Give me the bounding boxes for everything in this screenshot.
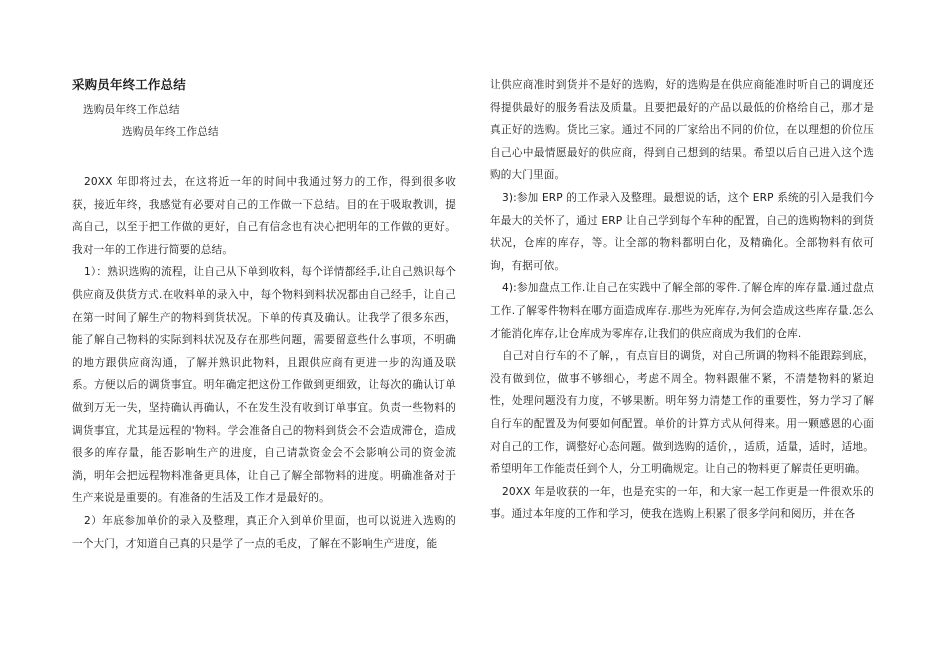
document-subtitle-secondary: 选购员年终工作总结: [122, 126, 219, 138]
paragraph-item-2-continued: 让供应商准时到货并不是好的选购，好的选购是在供应商能准时听自己的调度还得提供最好的服务看法及质量。且要把最好的产品以最低的价格给自己，那才是真正好的选购。货比三家。通过不同的厂家给出不同的价位，在以理想的价位压自己心中最情愿最好的供应商，得到自己想到的结果。希望以后自己进入这个选购的大门里面。: [490, 79, 874, 182]
right-column: [490, 74, 874, 526]
paragraph-item-2-start: 2）年底参加单价的录入及整理，真正介入到单价里面，也可以说进入选购的一个大门，才知道自己真的只是学了一点的毛皮，了解在不影响生产进度，能: [72, 514, 456, 550]
document-title: 采购员年终工作总结: [72, 77, 186, 92]
paragraph-item-4: 4):参加盘点工作.让自己在实践中了解全部的零件.了解仓库的库存量.通过盘点工作.了解零件物料在哪方面造成库存.那些为死库存,为何会造成这些库存量.怎么才能消化库存,让仓库成为零库存,让我们的供应商成为我们的仓库.: [490, 282, 874, 340]
paragraph-intro: 20XX 年即将过去，在这将近一年的时间中我通过努力的工作，得到很多收获，接近年终，我感觉有必要对自己的工作做一下总结。目的在于吸取教训，提高自己，以至于把工作做的更好，自己有信念也有决心把明年的工作做的更好。我对一年的工作进行简要的总结。: [72, 176, 456, 256]
document-subtitle: 选购员年终工作总结: [83, 104, 180, 116]
paragraph-item-3: 3):参加 ERP 的工作录入及整理。最想说的话，这个 ERP 系统的引入是我们今年最大的关怀了，通过 ERP 让自己学到每个车种的配置，自己的选购物料的到货状况，仓库的库存，等。让全部的物料都明白化，及精确化。全部物料有依可询，有据可依。: [490, 191, 874, 272]
left-column: [72, 74, 456, 555]
paragraph-conclusion: 20XX 年是收获的一年，也是充实的一年，和大家一起工作更是一件很欢乐的事。通过本年度的工作和学习，使我在选购上积累了很多学问和阅历，并在各: [490, 485, 874, 521]
paragraph-shortcomings: 自己对自行车的不了解，，有点盲目的调货，对自己所调的物料不能跟踪到底，没有做到位，做事不够细心，考虑不周全。物料跟催不紧，不清楚物料的紧迫性，处理问题没有力度，不够果断。明年努力清楚工作的重要性，努力学习了解自行车的配置及为何要如何配置。单价的计算方式从何得来。用一颗感恩的心面对自己的工作，调整好心态问题。做到选购的适价，，适质，适量，适时，适地。希望明年工作能责任到个人，分工明确规定。让自己的物料更了解责任更明确。: [490, 350, 874, 476]
paragraph-item-1: 1）：熟识选购的流程，让自己从下单到收料，每个详情都经手,让自己熟识每个供应商及供货方式.在收料单的录入中，每个物料到料状况都由自己经手，让自己在第一时间了解生产的物料到货状况。下单的传真及确认。让我学了很多东西，能了解自己物料的实际到料状况及存在那些问题，需要留意些什么事项，不明确的地方跟供应商沟通，了解并熟识此物料，且跟供应商有更进一步的沟通及联系。方便以后的调货事宜。明年确定把这份工作做到更细致，让每次的确认订单做到万无一失，坚持确认再确认，不在发生没有收到订单事宜。负责一些物料的调货事宜，尤其是远程的'物料。学会准备自己的物料到货会不会造成滞仓，造成很多的库存量，能否影响生产的进度，自己请款资金会不会影响公司的资金流淌，明年会把远程物料准备更具体，让自己了解全部物料的进度。明确准备对于生产来说是重要的。有准备的生活及工作才是最好的。: [72, 266, 456, 505]
